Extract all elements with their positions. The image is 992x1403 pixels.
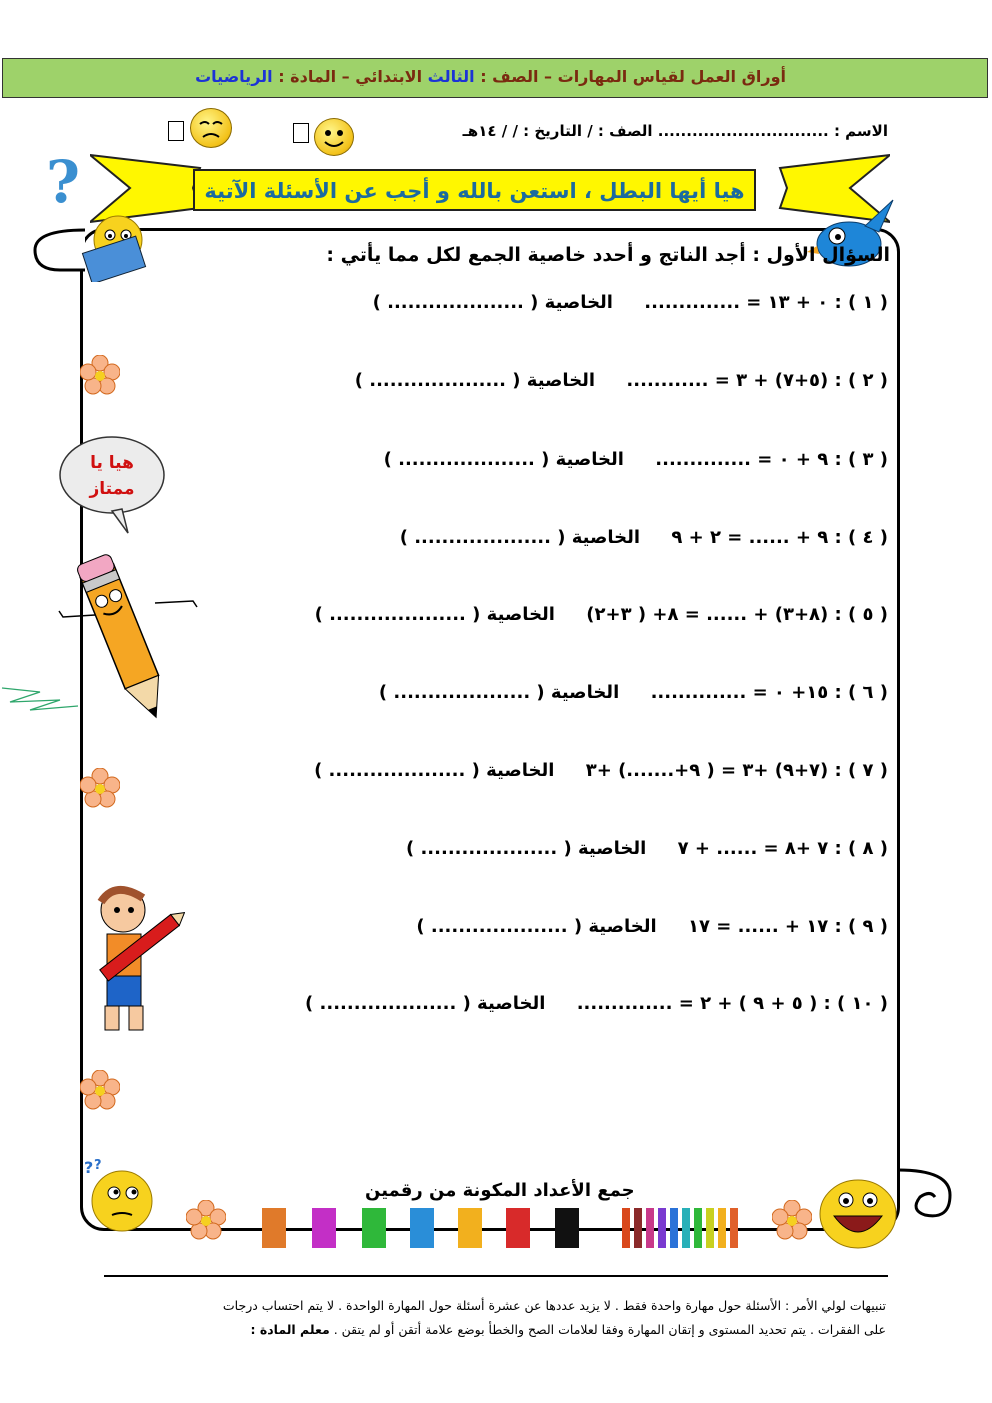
- flower-icon: [80, 1070, 120, 1110]
- crayon-green-icon: [362, 1208, 386, 1248]
- flower-icon: [80, 768, 120, 808]
- exercise-item-1[interactable]: ( ١ ) : ٠ + ١٣ = .............. الخاصية ( .................... ): [372, 292, 888, 313]
- skill-subtitle: جمع الأعداد المكونة من رقمين: [365, 1180, 635, 1201]
- speech-bubble-text: [60, 450, 164, 502]
- footer-divider: [104, 1275, 888, 1277]
- parent-notes-line-2: [251, 1322, 887, 1337]
- flower-icon: [186, 1200, 226, 1240]
- laughing-face-icon: [818, 1178, 898, 1250]
- question-mark-icon: ?: [46, 148, 80, 216]
- boy-with-pencil-icon: [85, 880, 185, 1040]
- exercise-item-7[interactable]: ( ٧ ) : (٧+٩) +٣ = ( ٩+.......) +٣ الخاصية ( .................... ): [314, 760, 888, 781]
- question-title: السؤال الأول : أجد الناتج و أحدد خاصية الجمع لكل مما يأتي :: [326, 244, 890, 266]
- crayon-black-icon: [555, 1208, 579, 1248]
- crayon-purple-icon: [312, 1208, 336, 1248]
- date-label: التاريخ : / / ١٤هـ: [462, 122, 588, 140]
- exercise-item-6[interactable]: ( ٦ ) : ١٥+ ٠ = .............. الخاصية ( .................... ): [378, 682, 888, 703]
- ribbon-instruction: هيا أيها البطل ، استعن بالله و أجب عن الأسئلة الآتية: [193, 169, 756, 211]
- speech-bubble-line-2: ممتاز: [89, 479, 135, 499]
- flower-icon: [772, 1200, 812, 1240]
- banner-middle: الابتدائي – المادة :: [272, 67, 428, 86]
- svg-text:?: ?: [84, 1158, 94, 1177]
- colored-pencils-icon: [620, 1206, 750, 1250]
- subject-value: الرياضيات: [195, 67, 273, 86]
- name-field[interactable]: ..............................: [657, 122, 829, 140]
- exercise-item-2[interactable]: ( ٢ ) : (٥+٧) + ٣ = ............ الخاصية ( .................... ): [354, 370, 888, 391]
- student-info-row: [463, 122, 888, 140]
- class-label: الصف : /: [587, 122, 658, 140]
- parent-notes-line-1: تنبيهات لولي الأمر : الأسئلة حول مهارة واحدة فقط . لا يزيد عددها عن عشرة أسئلة حول المهارة الواحدة . لا يتم احتساب درجات: [222, 1298, 886, 1313]
- flower-icon: [80, 355, 120, 395]
- crayon-red-icon: [506, 1208, 530, 1248]
- name-label: الاسم :: [828, 122, 888, 140]
- sad-face-icon: [190, 108, 232, 148]
- exercise-item-8[interactable]: ( ٨ ) : ٧ +٨ = ...... + ٧ الخاصية ( .................... ): [405, 838, 888, 859]
- crayon-blue-icon: [410, 1208, 434, 1248]
- exercise-item-4[interactable]: ( ٤ ) : ٩ + ...... = ٢ + ٩ الخاصية ( .................... ): [399, 527, 888, 548]
- exercise-item-10[interactable]: ( ١٠ ) : ( ٥ + ٩ ) + ٢ = .............. الخاصية ( .................... ): [305, 993, 888, 1014]
- exercise-item-3[interactable]: ( ٣ ) : ٩ + ٠ = .............. الخاصية ( .................... ): [383, 449, 888, 470]
- thinking-face-icon: [82, 1155, 158, 1240]
- banner-prefix: أوراق العمل لقياس المهارات – الصف :: [474, 67, 786, 86]
- exercise-item-9[interactable]: ( ٩ ) : ١٧ + ...... = ١٧ الخاصية ( .................... ): [416, 916, 888, 937]
- crayon-yellow-icon: [458, 1208, 482, 1248]
- reading-sun-cartoon-icon: [80, 210, 152, 282]
- mastered-checkbox[interactable]: [293, 123, 309, 143]
- speech-bubble-line-1: هيا يا: [90, 453, 134, 473]
- banner-title: [195, 67, 786, 86]
- crayon-orange-icon: [262, 1208, 286, 1248]
- exercise-item-5[interactable]: ( ٥ ) : (٨+٣) + ...... = ٨+ ( ٣+٢) الخاصية ( .................... ): [314, 604, 888, 625]
- not-mastered-checkbox[interactable]: [168, 121, 184, 141]
- parent-notes-line-2-text: على الفقرات . يتم تحديد المستوى و إتقان المهارة وفقا لعلامات الصح والخطأ بوضع علامة أتقن أو لم يتقن .: [329, 1322, 886, 1337]
- teacher-label: معلم المادة :: [250, 1322, 330, 1337]
- grade-value: الثالث: [427, 67, 475, 86]
- svg-text:?: ?: [94, 1158, 102, 1173]
- scroll-curl-bottom-icon: [895, 1165, 955, 1225]
- scribble-line-icon: [0, 680, 80, 720]
